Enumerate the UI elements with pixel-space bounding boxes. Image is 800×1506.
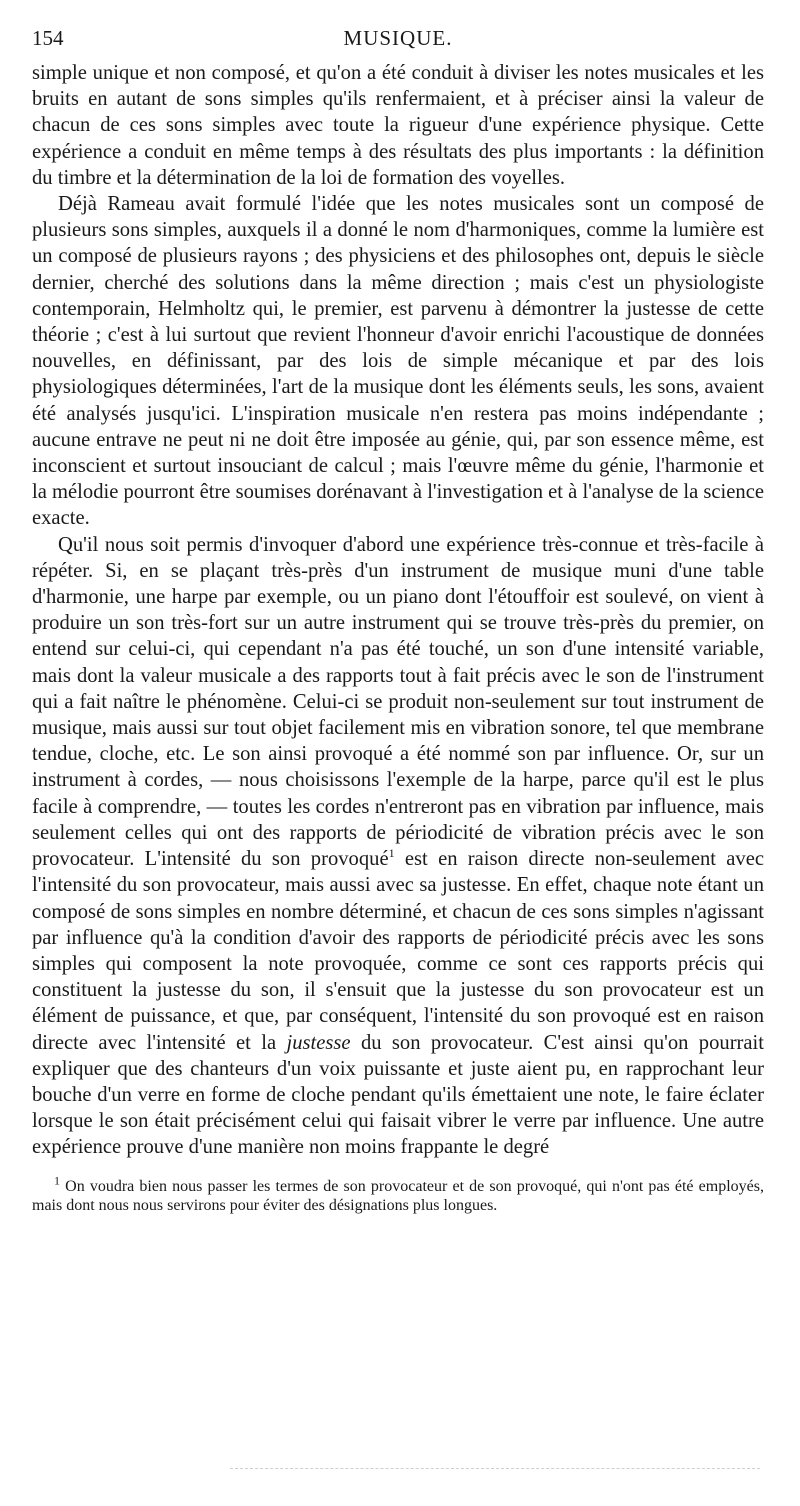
- paragraph-1: simple unique et non composé, et qu'on a été conduit à diviser les notes musicales et les bruits en autant de sons simples qu'ils renfermaient, et à préciser ainsi la valeur de chacun de ces sons simples avec toute la rigueur d'une expérience physique. Cette expérience a conduit en même temps à des résultats des plus importants : la définition du timbre et la détermination de la loi de formation des voyelles.: [32, 62, 764, 189]
- book-page: [32, 26, 764, 1215]
- body-text: [32, 60, 764, 1161]
- scan-artifact-rule: [230, 1468, 760, 1469]
- paragraph-3: [32, 532, 764, 1161]
- running-title: MUSIQUE.: [343, 26, 453, 50]
- paragraph-3-text-a: Qu'il nous soit permis d'invoquer d'abord une expérience très-connue et très-facile à répéter. Si, en se plaçant très-près d'un instrument de musique muni d'une table d'harmonie, une harpe par exemple, ou un piano dont l'étouffoir est soulevé, on vient à produire un son très-fort sur un autre instrument qui se trouve très-près du premier, on entend sur celui-ci, qui cependant n'a pas été touché, un son d'une intensité variable, mais dont la valeur musicale a des rapports tout à fait précis avec le son de l'instrument qui a fait naître le phénomène. Celui-ci se produit non-seulement sur tout instrument de musique, mais aussi sur tout objet facilement mis en vibration sonore, tel que membrane tendue, cloche, etc. Le son ainsi provoqué a été nommé son par influence. Or, sur un instrument à cordes, — nous choisissons l'exemple de la harpe, parce qu'il est le plus facile à comprendre, — toutes les cordes n'entreront pas en vibration par influence, mais seulement celles qui ont des rapports de périodicité de vibration précis avec le son provocateur. L'intensité du son provoqué: [32, 533, 764, 871]
- paragraph-3-text-b: est en raison directe non-seulement avec l'intensité du son provocateur, mais aussi avec sa justesse. En effet, chaque note étant un composé de sons simples en nombre déterminé, et chacun de ces sons simples n'agissant par influence qu'à la condition d'avoir des rapports de périodicité précis avec les sons simples qui composent la note provoquée, comme ce sont ces rapports précis qui constituent la justesse du son, il s'ensuit que la justesse du son provocateur est un élément de puissance, et que, par conséquent, l'intensité du son provoqué est en raison directe avec l'intensité et la: [32, 848, 764, 1054]
- footnote: [32, 1173, 764, 1215]
- paragraph-3-text-c: du son provocateur. C'est ainsi qu'on pourrait expliquer que des chanteurs d'un voix puissante et juste aient pu, en rapprochant leur bouche d'un verre en forme de cloche pendant qu'ils émettaient une note, le faire éclater lorsque le son était précisément celui qui faisait vibrer le verre par influence. Une autre expérience prouve d'une manière non moins frappante le degré: [32, 1031, 764, 1159]
- footnote-mark: 1: [54, 1173, 60, 1188]
- footnote-reference: 1: [388, 846, 395, 861]
- paragraph-2: Déjà Rameau avait formulé l'idée que les notes musicales sont un composé de plusieurs sons simples, auxquels il a donné le nom d'harmoniques, comme la lumière est un composé de plusieurs rayons ; des physiciens et des philosophes ont, depuis le siècle dernier, cherché des solutions dans la même direction ; mais c'est un physiologiste contemporain, Helmholtz qui, le premier, est parvenu à démontrer la justesse de cette théorie ; c'est à lui surtout que revient l'honneur d'avoir enrichi l'acoustique de données nouvelles, en définissant, par des lois de simple mécanique et par des lois physiologiques déterminées, l'art de la musique dont les éléments seuls, les sons, avaient été analysés jusqu'ici. L'inspiration musicale n'en restera pas moins indépendante ; aucune entrave ne peut ni ne doit être imposée au génie, qui, par son essence même, est inconscient et surtout insouciant de calcul ; mais l'œuvre même du génie, l'harmonie et la mélodie pourront être soumises dorénavant à l'investigation et à l'analyse de la science exacte.: [32, 193, 764, 530]
- page-number: 154: [32, 26, 64, 50]
- page-header: [32, 26, 764, 60]
- emphasis-justesse: justesse: [286, 1031, 351, 1054]
- footnote-text: On voudra bien nous passer les termes de son provocateur et de son provoqué, qui n'ont pas été employés, mais dont nous nous servirons pour éviter des désignations plus longues.: [32, 1177, 764, 1214]
